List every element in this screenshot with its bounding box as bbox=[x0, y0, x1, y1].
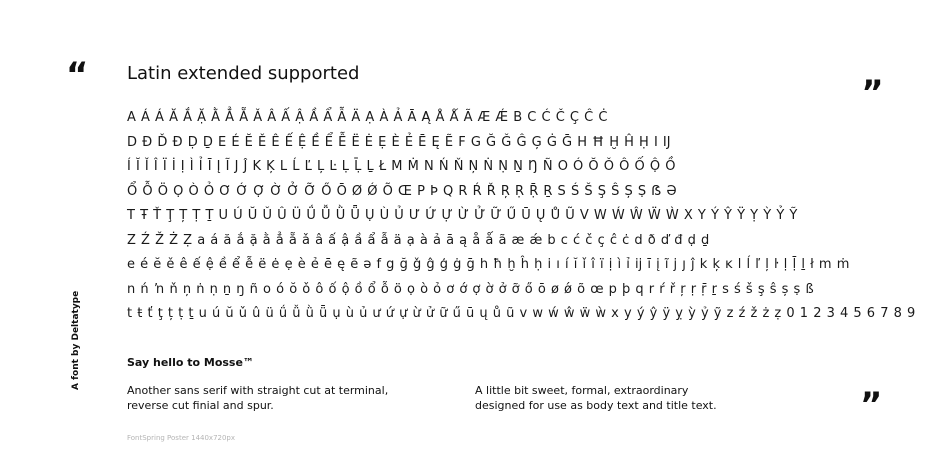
description-right bbox=[475, 383, 775, 413]
glyph-row: D Ð Ď Đ Ḍ Ḏ E É Ĕ Ě Ê Ế Ệ Ề Ể Ễ Ë Ė Ẹ È Ẻ Ē Ę Ẽ F G Ğ Ǧ Ĝ Ģ Ġ Ḡ H Ħ Ḫ Ĥ Ḥ I Ĳ bbox=[127, 134, 672, 150]
side-credit: A font by Deltatype bbox=[71, 290, 81, 390]
glyph-row: n ń ŉ ň ņ ṅ ṇ ṉ ŋ ñ o ó ŏ ǒ ô ố ộ ồ ổ ỗ ö ọ ò ỏ ơ ớ ợ ờ ở ỡ ő ō ø ǿ õ œ p þ q r ŕ ř ŗ ṛ ṝ ṟ s ś š ş ŝ ș ṣ ß bbox=[127, 281, 815, 297]
glyph-row: e é ĕ ě ê ế ệ ề ể ễ ë ė ẹ è ẻ ē ę ẽ ə f g ğ ǧ ĝ ģ ġ ḡ h ħ ḫ ĥ ḥ i ı í ĭ ǐ î ï ị ì ỉ ĳ ī į ĩ j ȷ ĵ k ķ ĸ l ĺ ľ ļ ŀ ḷ ḹ ḻ ł m ṁ bbox=[127, 257, 850, 272]
description-line: reverse cut finial and spur. bbox=[127, 399, 274, 412]
glyph-row: Z Ź Ž Ż Ẓ a á ă ắ ặ ằ ẳ ẵ ǎ â ấ ậ ầ ẩ ẫ ä ạ à ả ā ą å ǻ ã æ ǽ b c ć č ç ĉ ċ d ð ď đ ḍ ḏ bbox=[127, 232, 710, 248]
description-line: Another sans serif with straight cut at terminal, bbox=[127, 384, 389, 397]
description-line: A little bit sweet, formal, extraordinary bbox=[475, 384, 689, 397]
close-quote-mark-top: „ bbox=[862, 55, 885, 95]
poster-footer: FontSpring Poster 1440x720px bbox=[127, 434, 236, 442]
glyph-row: Í Ĭ Ǐ Î Ï İ Ị Ì Ỉ Ī Į Ĩ J Ĵ K Ķ L Ĺ Ľ Ļ Ŀ Ḷ Ḹ Ḻ Ł M Ṁ N Ń Ň Ņ Ṅ Ṇ Ṉ Ŋ Ñ O Ó Ŏ Ǒ Ô Ố Ộ Ồ bbox=[127, 159, 676, 174]
glyph-row: A Á Á Ă Ắ Ặ Ằ Ẳ Ẵ Ǎ Â Ấ Ậ Ầ Ẩ Ẫ Ä Ạ À Ả Ā Ą Å Ǻ Ã Æ Ǽ B C Ć Č Ç Ĉ Ċ bbox=[127, 110, 608, 125]
description-line: designed for use as body text and title text. bbox=[475, 399, 717, 412]
subhead: Say hello to Mosse™ bbox=[127, 356, 254, 369]
glyph-row: t ŧ ť ţ ț ṭ ṯ u ú ŭ ǔ û ü ǘ ǚ ǜ ǖ ụ ù ủ ư ứ ự ừ ử ữ ű ū ų ů ũ v w ẃ ŵ ẅ ẁ x y ý ŷ ÿ ỵ ỳ ỷ ỹ z ź ž ż ẓ 0 1 2 3 4 5 6 7 8 9 bbox=[127, 306, 916, 321]
glyph-row: T Ŧ Ť Ţ Ț Ṭ Ṯ U Ú Ŭ Ǔ Û Ü Ǘ Ǚ Ǜ Ǖ Ụ Ù Ủ Ư Ứ Ự Ừ Ử Ữ Ű Ū Ų Ů Ũ V W Ẃ Ŵ Ẅ Ẁ X Y Ý Ŷ Ÿ Ỵ Ỳ Ỷ Ỹ bbox=[127, 208, 798, 223]
close-quote-mark-bottom: ” bbox=[860, 385, 883, 425]
open-quote-mark: “ bbox=[66, 55, 89, 95]
glyph-row: Ổ Ỗ Ö Ọ Ò Ỏ Ơ Ớ Ợ Ờ Ở Ỡ Ő Ō Ø Ǿ Õ Œ P Þ Q R Ŕ Ř Ŗ Ṛ Ṝ Ṟ S Ś Š Ş Ŝ Ș Ṣ ẞ Ə bbox=[127, 183, 678, 199]
description-left bbox=[127, 383, 427, 413]
poster-title: Latin extended supported bbox=[127, 63, 360, 84]
glyph-set bbox=[127, 106, 916, 327]
